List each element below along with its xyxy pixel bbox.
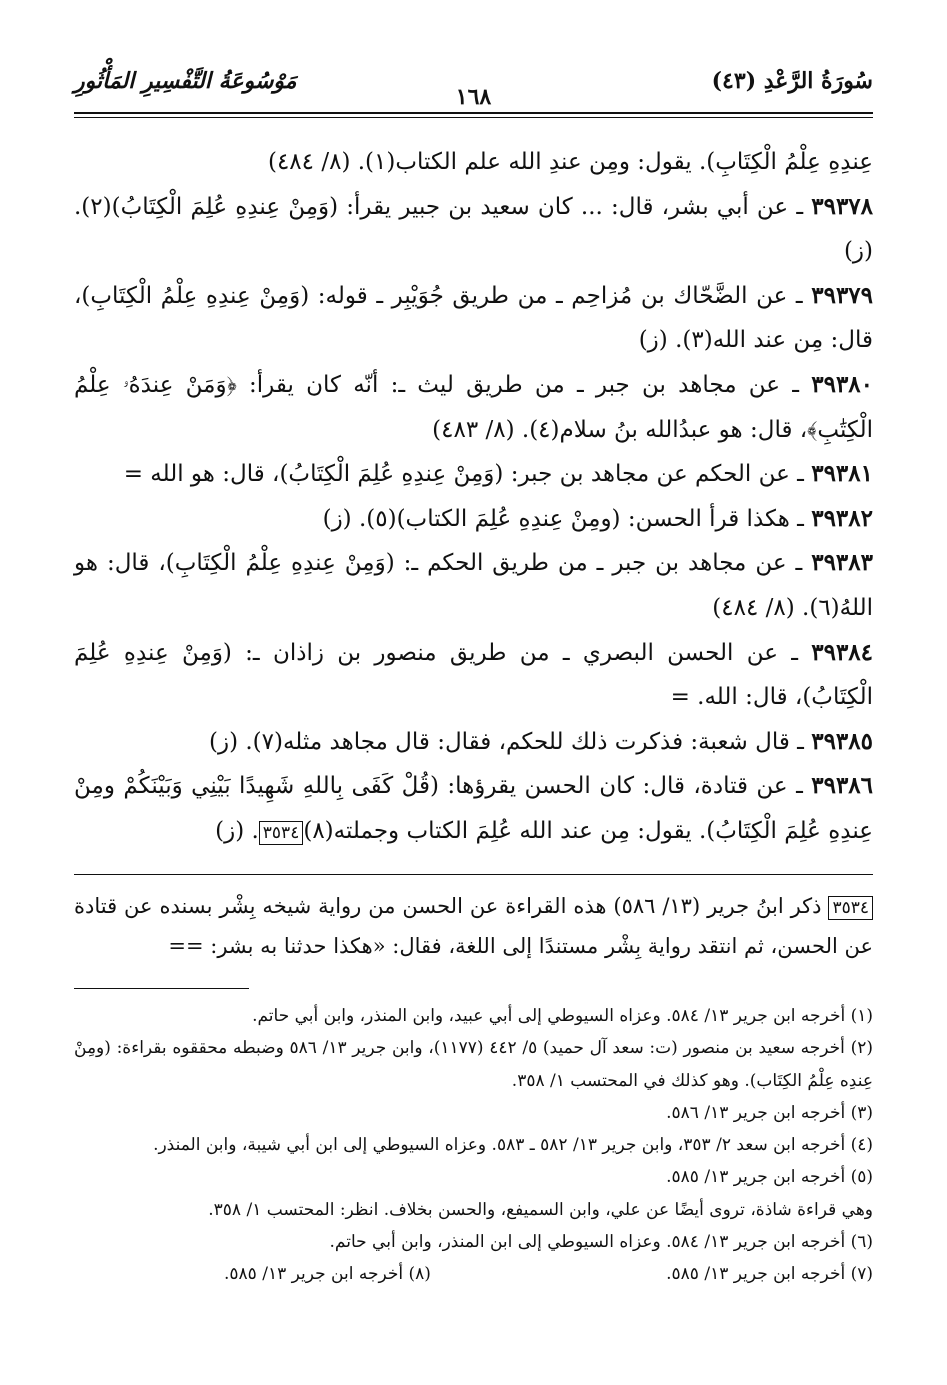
entry-text: ـ عن مجاهد بن جبر ـ من طريق الحكم ـ: (وَمِنْ عِندِهِ عِلْمُ الْكِتَابِ)، قال: هو اللهُ(٦). (٨/ ٤٨٤): [74, 550, 873, 621]
footnote-5-note: وهي قراءة شاذة، تروى أيضًا عن علي، وابن السميفع، والحسن بخلاف. انظر: المحتسب ١/ ٣٥٨.: [208, 1199, 873, 1220]
entry-text: ـ هكذا قرأ الحسن: (ومِنْ عِندِهِ عُلِمَ الكتاب)(٥). (ز): [322, 505, 804, 532]
entry-39383: [74, 541, 873, 630]
entry-39385: [74, 720, 873, 765]
main-text: [74, 140, 873, 854]
footnote-7: (٧) أخرجه ابن جرير ١٣/ ٥٨٥.: [666, 1264, 873, 1285]
surah-title: سُورَةُ الرَّعْدِ (٤٣): [711, 68, 873, 94]
entry-continuation: عِندِهِ عِلْمُ الْكِتَابِ). يقول: ومِن عندِ الله علم الكتاب(١). (٨/ ٤٨٤): [267, 149, 873, 175]
commentary-number-box: ٣٥٣٤: [828, 896, 873, 920]
entry-39382: [74, 497, 873, 542]
entry-text: ـ عن قتادة، قال: كان الحسن يقرؤها: (قُلْ كَفَى بِاللهِ شَهِيدًا بَيْنِي وَبَيْنَكُمْ ومِنْ عِندِهِ عُلِمَ الْكِتَابُ). يقول: مِن عند الله عُلِمَ الكتاب وجملته(٨): [74, 773, 873, 844]
page-number: ١٦٨: [455, 84, 492, 110]
entry-number: ٣٩٣٨٢: [811, 504, 873, 532]
entry-39380: [74, 363, 873, 452]
entry-text: ـ عن أبي بشر، قال: ... كان سعيد بن جبير يقرأ: (وَمِنْ عِندِهِ عُلِمَ الْكِتَابُ)(٢). (ز): [74, 193, 873, 265]
footnote-3: (٣) أخرجه ابن جرير ١٣/ ٥٨٦.: [666, 1102, 873, 1123]
entry-number: ٣٩٣٨٣: [811, 549, 873, 577]
entry-text: ـ قال شعبة: فذكرت ذلك للحكم، فقال: قال مجاهد مثله(٧). (ز): [208, 728, 804, 755]
entry-number: ٣٩٣٨٦: [811, 772, 874, 800]
entry-text: ـ عن الحسن البصري ـ من طريق منصور بن زاذان ـ: (وَمِنْ عِندِهِ عُلِمَ الْكِتَابُ)، قال: الله. =: [74, 639, 873, 711]
footnote-1: (١) أخرجه ابن جرير ١٣/ ٥٨٤. وعزاه السيوطي إلى أبي عبيد، وابن المنذر، وابن أبي حاتم.: [252, 1006, 873, 1026]
header-rule-thin: [74, 117, 873, 118]
commentary-ref-box: ٣٥٣٤: [259, 821, 304, 845]
footnote-2: (٢) أخرجه سعيد بن منصور (ت: سعد آل حميد) ٥/ ٤٤٢ (١١٧٧)، وابن جرير ١٣/ ٥٨٦ وضبطه محققوه بقراءة: (ومِنْ عِندِه عِلْمُ الكِتَاب). وهو كذلك في المحتسب ١/ ٣٥٨.: [74, 1038, 873, 1091]
entry-number: ٣٩٣٧٨: [811, 192, 874, 220]
book-title: مَوْسُوعَةُ التَّفْسِيرِ المَأْثُورِ: [74, 68, 297, 94]
footnotes: [74, 1000, 873, 1291]
entry-text: ـ عن الضَّحّاك بن مُزاحِم ـ من طريق جُوَيْبِر ـ قوله: (وَمِنْ عِندِهِ عِلْمُ الْكِتَابِ)، قال: مِن عند الله(٣). (ز): [74, 282, 873, 354]
entry-number: ٣٩٣٨١: [811, 460, 873, 488]
entry-39381: [74, 452, 873, 497]
entry-number: ٣٩٣٨٤: [811, 638, 874, 666]
footnote-8: (٨) أخرجه ابن جرير ١٣/ ٥٨٥.: [224, 1264, 431, 1285]
footnote-5: (٥) أخرجه ابن جرير ١٣/ ٥٨٥.: [666, 1167, 873, 1188]
entry-text: ـ عن مجاهد بن جبر ـ من طريق ليث ـ: أنّه كان يقرأ: ﴿وَمَنْ عِندَهُۥ عِلْمُ الْكِتَٰبِ﴾، قال: هو عبدُالله بنُ سلام(٤). (٨/ ٤٨٣): [74, 371, 873, 443]
entry-39378: [74, 185, 873, 274]
entry-39379: [74, 274, 873, 363]
entry-39384: [74, 631, 873, 720]
commentary-note: [74, 886, 873, 966]
commentary-text: ذكر ابنُ جرير (١٣/ ٥٨٦) هذه القراءة عن الحسن من رواية شيخه بِشْر بسنده عن قتادة عن الحسن، ثم انتقد رواية بِشْر مستندًا إلى اللغة، فقال: «هكذا حدثنا به بشر: ==: [74, 894, 873, 958]
footnote-last-row: [74, 1258, 873, 1290]
entry-number: ٣٩٣٨٥: [811, 727, 873, 755]
footnote-4: (٤) أخرجه ابن سعد ٢/ ٣٥٣، وابن جرير ١٣/ ٥٨٢ ـ ٥٨٣. وعزاه السيوطي إلى ابن أبي شيبة، وابن المنذر.: [153, 1135, 873, 1156]
footnote-rule: [74, 988, 249, 989]
entry-number: ٣٩٣٧٩: [811, 281, 874, 309]
page-header: [74, 68, 873, 114]
entry-tail: . (ز): [215, 817, 259, 844]
header-rule: [74, 112, 873, 114]
commentary-rule: [74, 874, 873, 875]
footnote-6: (٦) أخرجه ابن جرير ١٣/ ٥٨٤. وعزاه السيوطي إلى ابن المنذر، وابن أبي حاتم.: [329, 1232, 873, 1253]
entry-text: ـ عن الحكم عن مجاهد بن جبر: (وَمِنْ عِندِهِ عُلِمَ الْكِتَابُ)، قال: هو الله =: [123, 461, 804, 488]
entry-39386: [74, 764, 873, 853]
entry-number: ٣٩٣٨٠: [811, 370, 874, 398]
